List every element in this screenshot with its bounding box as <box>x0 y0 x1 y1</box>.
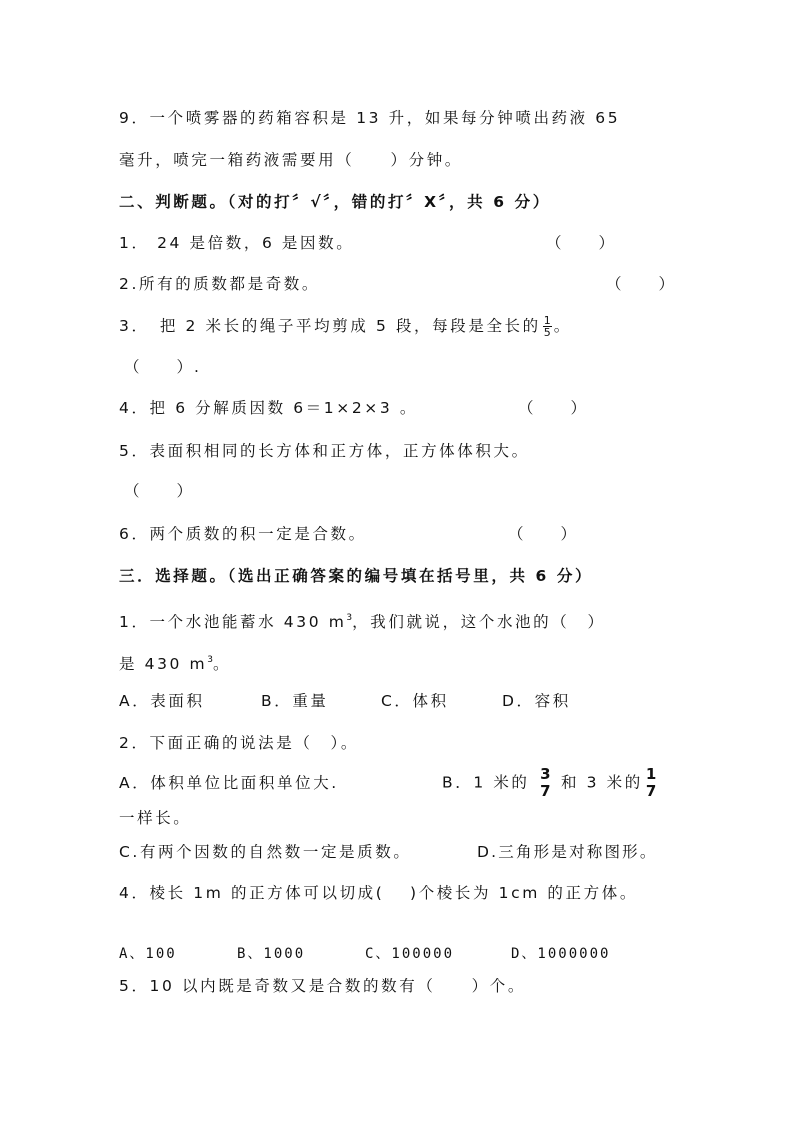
option-d[interactable]: D．容积 <box>502 692 571 710</box>
choice-q1-text: 1．一个水池能蓄水 430 m <box>119 613 347 631</box>
cubic-superscript: 3 <box>207 655 213 665</box>
fraction-one-fifth <box>543 315 552 338</box>
fraction-three-sevenths <box>539 766 551 800</box>
judge-item-2: 2.所有的质数都是奇数。 <box>119 275 320 293</box>
choice-q2-option-d[interactable]: D.三角形是对称图形。 <box>477 843 658 861</box>
option-b[interactable]: B、1000 <box>237 946 306 962</box>
choice-q2-option-b[interactable] <box>442 766 659 800</box>
fraction-numerator: 1 <box>543 314 551 327</box>
judge-item-1: 1． 24 是倍数，6 是因数。 <box>119 234 355 252</box>
option-c[interactable]: C、100000 <box>365 946 455 962</box>
choice-q2-stem: 2．下面正确的说法是（ ）。 <box>119 734 360 752</box>
choice-q2-option-c[interactable]: C.有两个因数的自然数一定是质数。 <box>119 843 412 861</box>
judge-item-3-answer[interactable]: （ ）. <box>124 358 201 376</box>
fraction-denominator: 5 <box>543 326 551 339</box>
q9-line1: 9．一个喷雾器的药箱容积是 13 升，如果每分钟喷出药液 65 <box>119 109 621 127</box>
judge-item-5-answer[interactable]: （ ） <box>124 482 195 500</box>
fraction-numerator: 1 <box>645 765 657 783</box>
section3-title: 三．选择题。（选出正确答案的编号填在括号里，共 6 分） <box>119 567 594 585</box>
choice-q5-stem: 5．10 以内既是奇数又是合数的数有（ ）个。 <box>119 977 526 995</box>
choice-q1-line2-end: 。 <box>212 655 232 673</box>
cubic-superscript: 3 <box>346 613 353 623</box>
option-b-text: B．1 米的 <box>442 773 530 792</box>
judge-item-5: 5．表面积相同的长方体和正方体，正方体体积大。 <box>119 442 530 460</box>
choice-q2-option-a[interactable]: A．体积单位比面积单位大. <box>119 774 339 792</box>
judge-item-1-answer[interactable]: （ ） <box>546 234 617 252</box>
fraction-one-seventh <box>645 766 657 800</box>
q9-line2: 毫升，喷完一箱药液需要用（ ）分钟。 <box>119 151 463 169</box>
option-a[interactable]: A、100 <box>119 946 177 962</box>
choice-q1-options <box>119 691 679 711</box>
section2-title: 二、判断题。（对的打〞√〞，错的打〞X〞，共 6 分） <box>119 193 551 211</box>
choice-q1-line1 <box>119 608 606 632</box>
fraction-numerator: 3 <box>540 765 551 783</box>
choice-q4-options <box>119 944 639 964</box>
judge-item-4-answer[interactable]: （ ） <box>518 399 589 417</box>
judge-item-3 <box>119 315 572 338</box>
judge-item-2-answer[interactable]: （ ） <box>606 275 677 293</box>
fraction-denominator: 7 <box>540 782 551 800</box>
judge-item-4: 4．把 6 分解质因数 6＝1×2×3 。 <box>119 399 418 417</box>
option-b-mid: 和 3 米的 <box>561 773 643 792</box>
choice-q1-line2 <box>119 650 231 674</box>
option-d[interactable]: D、1000000 <box>511 946 611 962</box>
choice-q2-option-b-end: 一样长。 <box>119 809 192 827</box>
fraction-denominator: 7 <box>645 782 657 800</box>
option-c[interactable]: C．体积 <box>381 692 449 710</box>
judge-item-3-end: 。 <box>553 317 572 335</box>
choice-q4-stem: 4．棱长 1m 的正方体可以切成( )个棱长为 1cm 的正方体。 <box>119 884 638 902</box>
choice-q1-line2-text: 是 430 m <box>119 655 208 673</box>
judge-item-6: 6．两个质数的积一定是合数。 <box>119 525 367 543</box>
choice-q1-text-after: ，我们就说，这个水池的（ ） <box>352 613 606 631</box>
judge-item-6-answer[interactable]: （ ） <box>508 525 579 543</box>
judge-item-3-text: 3． 把 2 米长的绳子平均剪成 5 段，每段是全长的 <box>119 317 541 335</box>
option-b[interactable]: B．重量 <box>261 692 329 710</box>
option-a[interactable]: A．表面积 <box>119 692 205 710</box>
